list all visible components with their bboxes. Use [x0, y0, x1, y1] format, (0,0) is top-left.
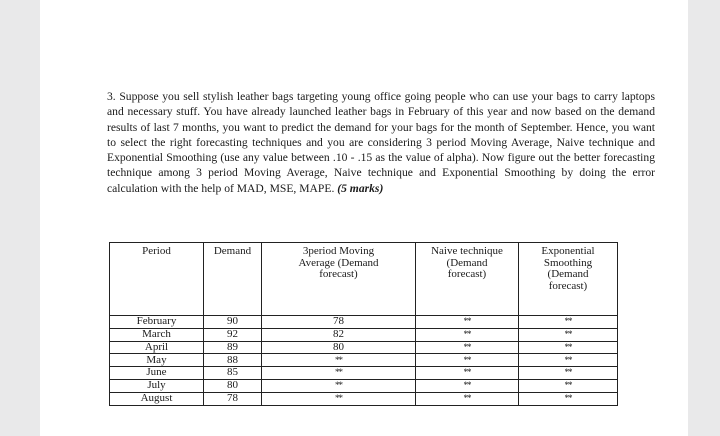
header-naive: Naive technique (Demand forecast): [416, 243, 519, 316]
header-period: Period: [110, 243, 204, 316]
table-cell: March: [110, 328, 204, 341]
table-cell: **: [519, 328, 618, 341]
table-cell: **: [416, 367, 519, 380]
table-row: [110, 341, 618, 354]
table-cell: August: [110, 392, 204, 405]
table-cell: **: [519, 367, 618, 380]
table-row: [110, 328, 618, 341]
table-cell: **: [262, 379, 416, 392]
marks-label: (5 marks): [337, 181, 384, 195]
question-text: 3. Suppose you sell stylish leather bags targeting young office going people who can use your bags to carry laptops and necessary stuff. You have already launched leather bags in February of this year and now based on the demand results of last 7 months, you want to predict the demand for your bags for the month of September. Hence, you want to select the right forecasting techniques and you are considering 3 period Moving Average, Naive technique and Exponential Smoothing (use any value between .10 - .15 as the value of alpha). Now figure out the better forecasting technique among 3 period Moving Average, Naive technique and Exponential Smoothing by doing the error calculation with the help of MAD, MSE, MAPE.: [107, 90, 655, 195]
table-cell: 85: [204, 367, 262, 380]
table-cell: **: [416, 392, 519, 405]
table-cell: **: [262, 367, 416, 380]
table-cell: **: [519, 379, 618, 392]
table-cell: **: [519, 341, 618, 354]
table-cell: 90: [204, 316, 262, 329]
table-cell: July: [110, 379, 204, 392]
table-cell: April: [110, 341, 204, 354]
table-cell: June: [110, 367, 204, 380]
table-cell: 89: [204, 341, 262, 354]
table-row: [110, 354, 618, 367]
question-paragraph: [107, 89, 655, 196]
table-cell: **: [262, 354, 416, 367]
table-row: [110, 392, 618, 405]
table-cell: **: [416, 341, 519, 354]
table-cell: 80: [262, 341, 416, 354]
table-cell: **: [519, 316, 618, 329]
document-page: [40, 0, 688, 436]
table-cell: May: [110, 354, 204, 367]
header-demand: Demand: [204, 243, 262, 316]
table-cell: **: [416, 328, 519, 341]
header-moving-average: 3period Moving Average (Demand forecast): [262, 243, 416, 316]
table-cell: **: [416, 379, 519, 392]
table-cell: **: [416, 316, 519, 329]
table-cell: 78: [262, 316, 416, 329]
table-row: [110, 379, 618, 392]
header-exponential: Exponential Smoothing (Demand forecast): [519, 243, 618, 316]
table-cell: **: [519, 392, 618, 405]
table-cell: 82: [262, 328, 416, 341]
table-row: [110, 316, 618, 329]
table-cell: **: [519, 354, 618, 367]
table-header-row: [110, 243, 618, 316]
table-cell: **: [416, 354, 519, 367]
demand-table: [109, 242, 618, 406]
table-cell: 78: [204, 392, 262, 405]
table-row: [110, 367, 618, 380]
table-cell: 80: [204, 379, 262, 392]
table-cell: **: [262, 392, 416, 405]
table-cell: 88: [204, 354, 262, 367]
table-cell: 92: [204, 328, 262, 341]
table-cell: February: [110, 316, 204, 329]
